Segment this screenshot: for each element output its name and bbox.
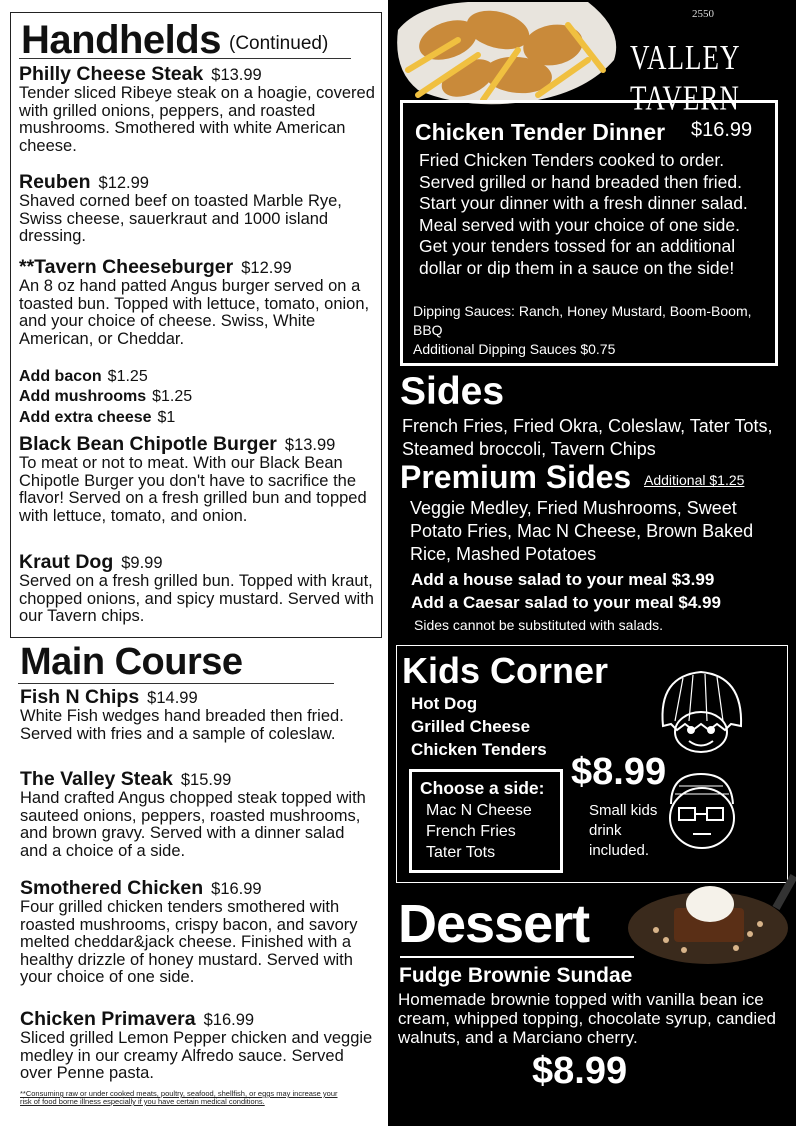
valley-tavern-logo bbox=[630, 8, 780, 118]
chicken-tender-dinner-section bbox=[400, 100, 778, 366]
kids-price: $8.99 bbox=[571, 751, 667, 793]
item-name: Chicken Tender Dinner bbox=[415, 119, 666, 145]
kids-item: Hot Dog bbox=[411, 694, 478, 713]
item-desc: Hand crafted Angus chopped steak topped with sauteed onions, peppers, roasted mushrooms, and brown gravy. Served with a dinner salad and a choice of a side. bbox=[20, 789, 366, 860]
item-price: $9.99 bbox=[121, 554, 163, 572]
sides-title: Sides bbox=[400, 370, 505, 413]
logo-number: 2550 bbox=[692, 8, 714, 20]
item-desc: An 8 oz hand patted Angus burger served on a toasted bun. Topped with lettuce, tomato, onion, and your choice of cheese. Swiss, White American, or Cheddar. bbox=[19, 277, 370, 348]
item-name: Reuben bbox=[19, 171, 91, 193]
item-name: Philly Cheese Steak bbox=[19, 63, 204, 85]
additional-sauces: Additional Dipping Sauces $0.75 bbox=[413, 341, 616, 357]
item-name: **Tavern Cheeseburger bbox=[19, 256, 234, 278]
dipping-sauces: Dipping Sauces: Ranch, Honey Mustard, Boom-Boom, BBQ bbox=[413, 303, 752, 338]
kids-drink: Small kids drink included. bbox=[589, 802, 658, 859]
menu-item-valley-steak bbox=[20, 768, 376, 860]
kids-corner-section bbox=[396, 645, 788, 883]
item-name: Smothered Chicken bbox=[20, 877, 204, 899]
item-price: $16.99 bbox=[211, 880, 262, 898]
item-name: Fudge Brownie Sundae bbox=[399, 964, 633, 987]
side-option: Tater Tots bbox=[426, 844, 496, 861]
kids-item: Chicken Tenders bbox=[411, 740, 547, 759]
item-desc: Shaved corned beef on toasted Marble Rye, Swiss cheese, sauerkraut and 1000 island dressing. bbox=[19, 192, 342, 245]
kid-face-glasses-doodle-icon bbox=[659, 766, 744, 856]
addon-mushrooms: Add mushrooms $1.25 bbox=[19, 388, 193, 405]
right-column bbox=[388, 0, 796, 1126]
item-desc: Four grilled chicken tenders smothered with roasted mushrooms, crispy bacon, and savory melted cheddar&jack cheese. Finished with a healthy drizzle of honey mustard. Served with your choice of one side. bbox=[20, 898, 358, 986]
item-price: $16.99 bbox=[203, 1011, 255, 1029]
item-price: $15.99 bbox=[180, 771, 232, 789]
addon-bacon: Add bacon $1.25 bbox=[19, 368, 148, 385]
logo-name: VALLEY TAVERN bbox=[630, 38, 740, 118]
menu-item-cheeseburger bbox=[19, 256, 375, 348]
handhelds-section bbox=[10, 12, 382, 638]
item-desc: Sliced grilled Lemon Pepper chicken and veggie medley in our creamy Alfredo sauce. Served over Penne pasta. bbox=[20, 1029, 373, 1082]
main-course-title: Main Course bbox=[20, 641, 243, 683]
item-desc: Fried Chicken Tenders cooked to order. Served grilled or hand breaded then fried. Start your dinner with a fresh dinner salad. Meal served with your choice of one side. Get your tenders tossed for an additional dollar or dip them in a sauce on the side! bbox=[419, 150, 748, 278]
divider bbox=[400, 956, 634, 958]
chicken-tenders-photo bbox=[388, 0, 624, 116]
item-desc: To meat or not to meat. With our Black Bean Chipotle Burger you don't have to sacrifice the flavor! Served on a fresh grilled bun and topped with lettuce, tomato, and onion. bbox=[19, 454, 367, 525]
item-name: The Valley Steak bbox=[20, 768, 173, 790]
menu-item-chicken-primavera bbox=[20, 1008, 376, 1083]
house-salad: Add a house salad to your meal $3.99 bbox=[411, 570, 715, 589]
item-price: $16.99 bbox=[691, 119, 753, 141]
side-option: Mac N Cheese bbox=[426, 802, 532, 819]
kids-side-box bbox=[409, 769, 563, 873]
item-desc: Served on a fresh grilled bun. Topped with kraut, chopped onions, and spicy mustard. Served with our Tavern chips. bbox=[19, 572, 374, 625]
addon-cheese: Add extra cheese $1 bbox=[19, 409, 176, 426]
premium-sides-title: Premium Sides bbox=[400, 459, 632, 495]
handhelds-continued: (Continued) bbox=[229, 33, 329, 54]
menu-item-black-bean bbox=[19, 433, 375, 525]
item-price: $12.99 bbox=[241, 259, 292, 277]
salad-note: Sides cannot be substituted with salads. bbox=[414, 617, 664, 633]
divider bbox=[18, 683, 334, 684]
item-price: $13.99 bbox=[284, 436, 336, 454]
kid-face-doodle-icon bbox=[653, 666, 748, 756]
premium-additional: Additional $1.25 bbox=[644, 472, 745, 488]
menu-item-reuben bbox=[19, 171, 375, 246]
menu-item-kraut-dog bbox=[19, 551, 375, 626]
item-desc: Homemade brownie topped with vanilla bean ice cream, whipped topping, chocolate syrup, candied walnuts, and a Marciano cherry. bbox=[398, 990, 777, 1047]
sides-list: French Fries, Fried Okra, Coleslaw, Tater Tots, Steamed broccoli, Tavern Chips bbox=[402, 416, 773, 459]
menu-item-philly bbox=[19, 63, 375, 155]
item-price: $12.99 bbox=[98, 174, 149, 192]
kids-title: Kids Corner bbox=[402, 650, 609, 691]
item-name: Fish N Chips bbox=[20, 686, 140, 708]
menu-item-smothered-chicken bbox=[20, 877, 376, 987]
footnote: **Consuming raw or under cooked meats, poultry, seafood, shellfish, or eggs may increase your risk of food borne illness especially if you have certain medical conditions. bbox=[20, 1089, 338, 1106]
item-name: Kraut Dog bbox=[19, 551, 114, 573]
side-heading: Choose a side: bbox=[420, 778, 545, 798]
premium-sides-list: Veggie Medley, Fried Mushrooms, Sweet Potato Fries, Mac N Cheese, Brown Baked Rice, Mashed Potatoes bbox=[410, 498, 754, 564]
kids-item: Grilled Cheese bbox=[411, 717, 531, 736]
item-desc: White Fish wedges hand breaded then fried. Served with fries and a sample of coleslaw. bbox=[20, 707, 344, 743]
handhelds-title: Handhelds bbox=[21, 18, 221, 62]
dessert-title: Dessert bbox=[398, 894, 590, 954]
left-column bbox=[0, 0, 388, 1126]
item-desc: Tender sliced Ribeye steak on a hoagie, covered with grilled onions, peppers, and roasted mushrooms. Smothered with white American cheese. bbox=[19, 84, 375, 155]
side-option: French Fries bbox=[426, 823, 516, 840]
divider bbox=[19, 58, 351, 59]
item-price: $14.99 bbox=[147, 689, 198, 707]
brownie-sundae-photo bbox=[626, 868, 796, 968]
item-name: Black Bean Chipotle Burger bbox=[19, 433, 277, 455]
caesar-salad: Add a Caesar salad to your meal $4.99 bbox=[411, 593, 721, 612]
item-price: $13.99 bbox=[211, 66, 262, 84]
dessert-price: $8.99 bbox=[532, 1050, 628, 1092]
menu-item-fish-n-chips bbox=[20, 686, 376, 743]
item-name: Chicken Primavera bbox=[20, 1008, 196, 1030]
